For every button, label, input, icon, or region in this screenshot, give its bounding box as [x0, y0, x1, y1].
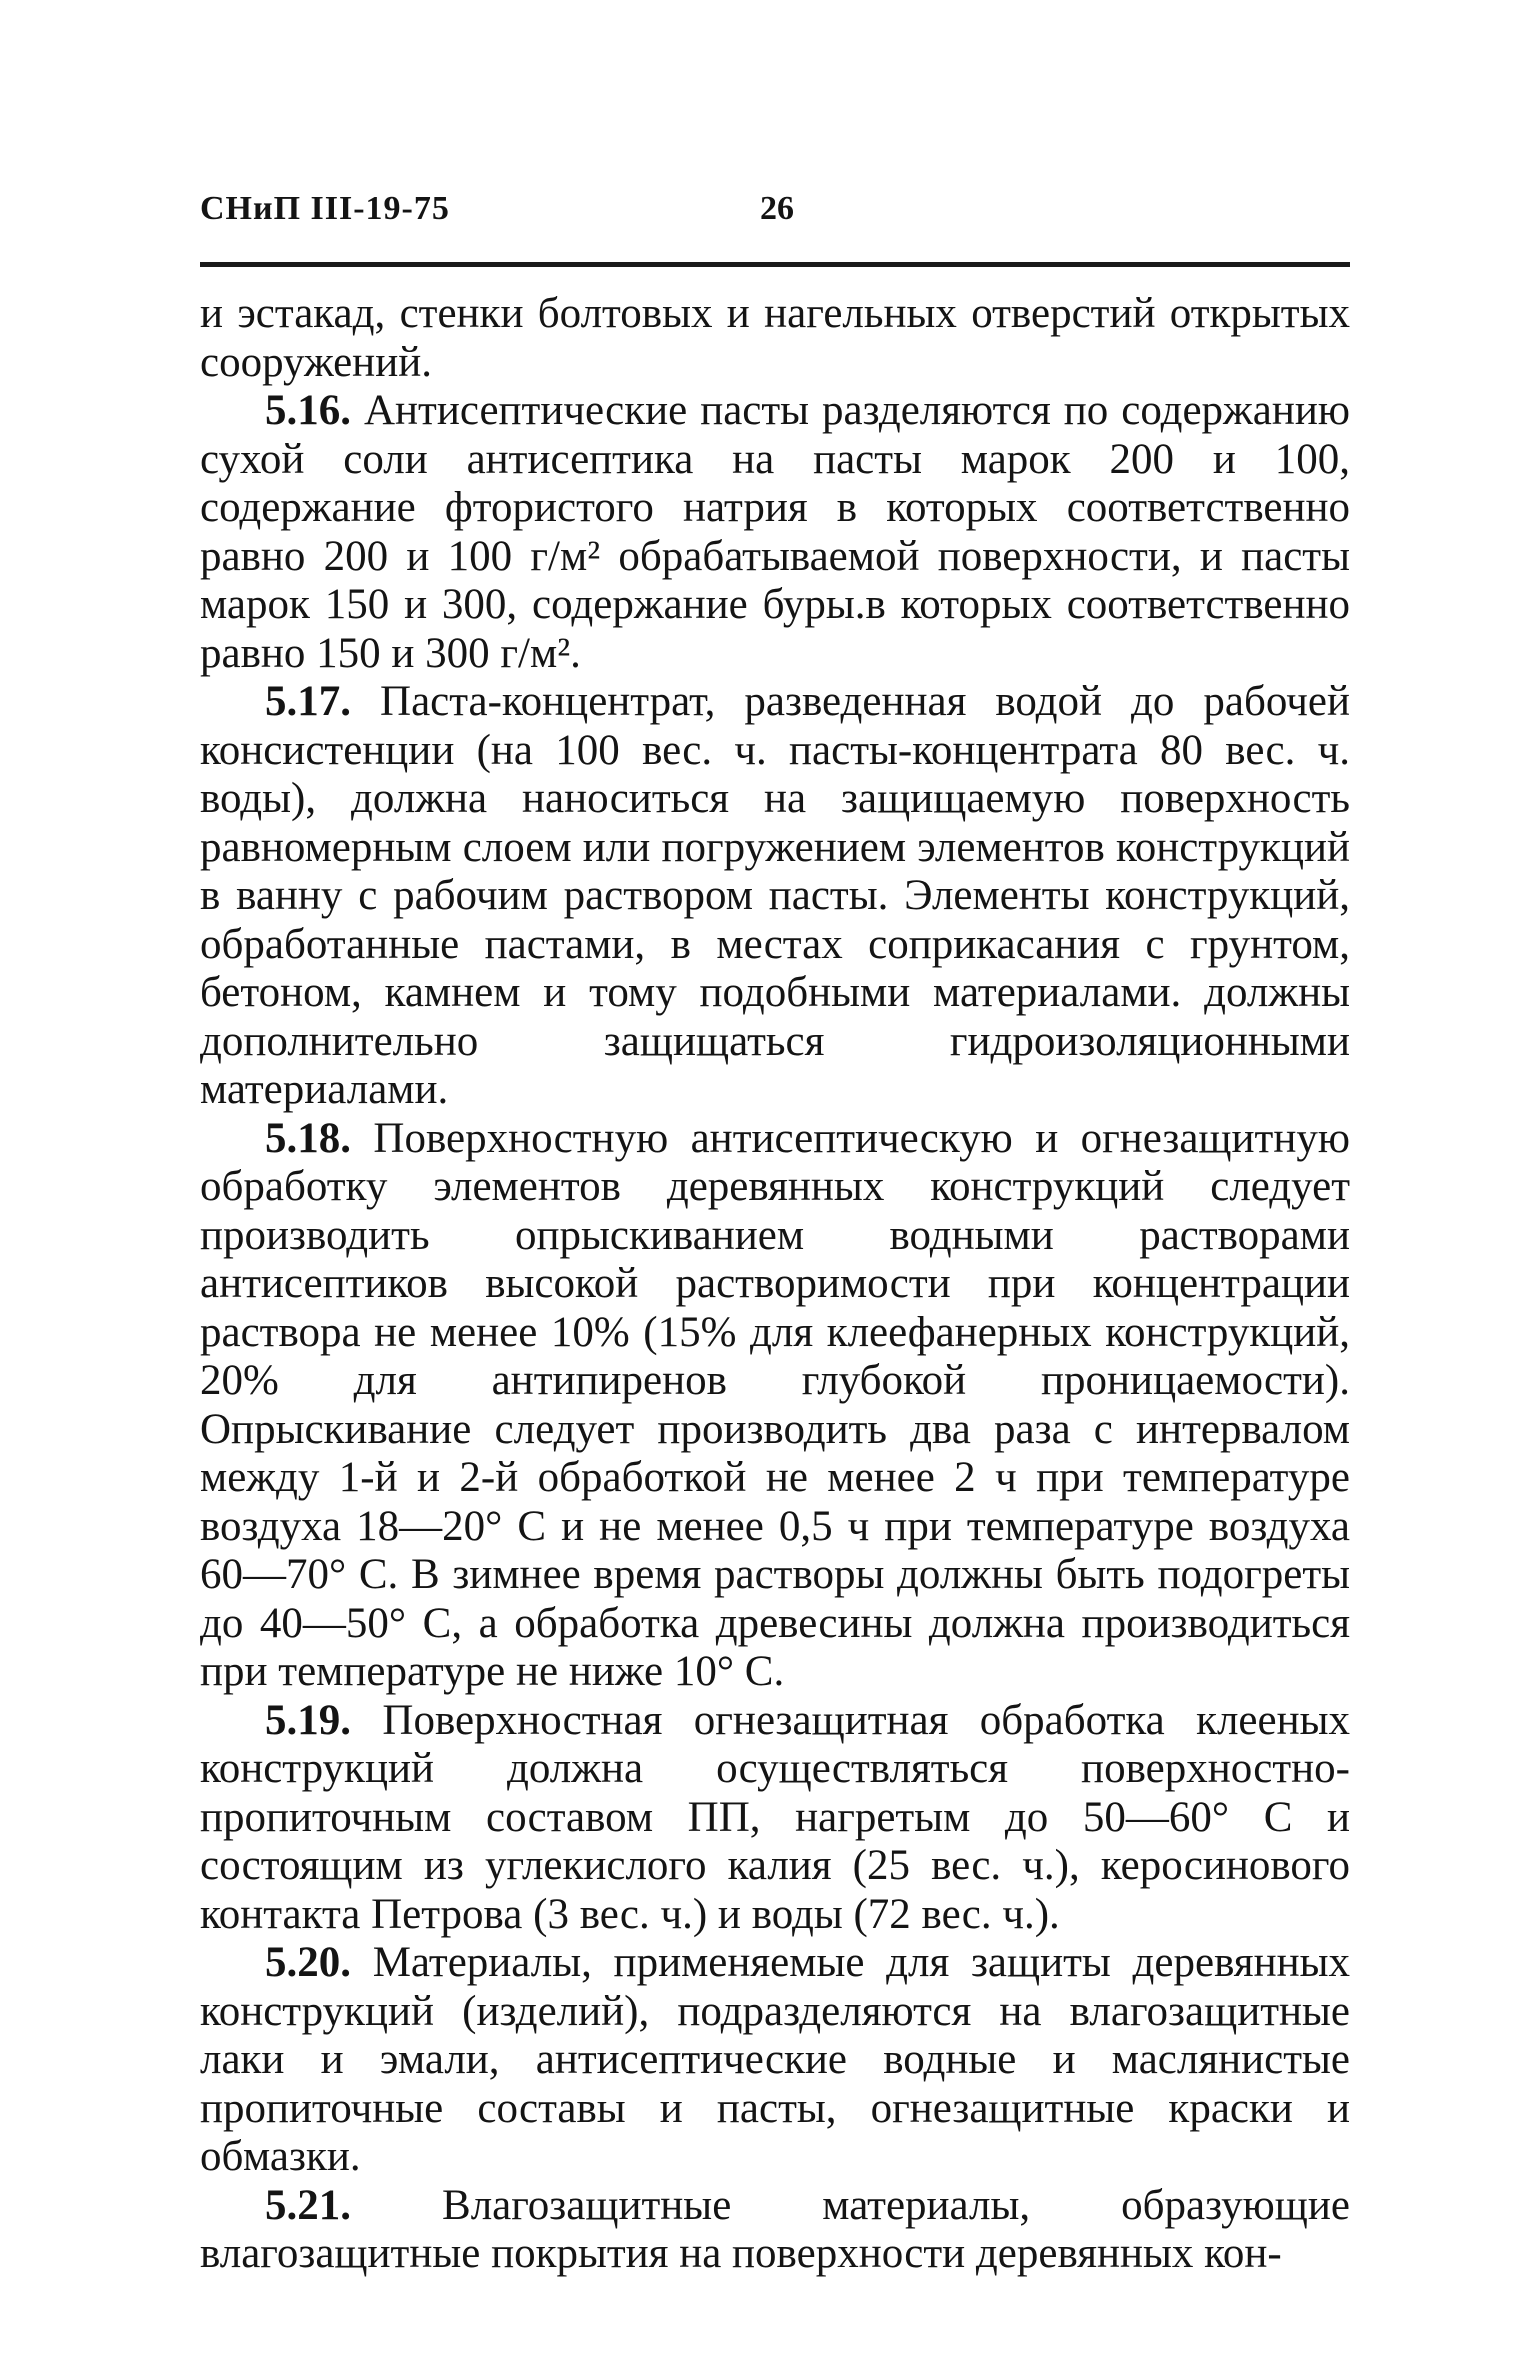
continuation-paragraph: и эстакад, стенки болтовых и нагельных отверстий открытых сооружений.	[200, 290, 1350, 386]
header-divider	[200, 262, 1350, 267]
clause-text: Влагозащитные материалы, образующие влагозащитные покрытия на поверхности деревянных кон-	[200, 2181, 1351, 2277]
clause-5-19	[200, 1697, 1350, 1940]
clause-text: Антисептические пасты разделяются по содержанию сухой соли антисептика на пасты марок 200 и 100, содержание фтористого натрия в которых соответственно равно 200 и 100 г/м² обрабатываемой поверхности, и пасты марок 150 и 300, содержание буры.в которых соответственно равно 150 и 300 г/м².	[200, 387, 1350, 677]
clause-number: 5.21.	[265, 2181, 351, 2229]
clause-text: Поверхностную антисептическую и огнезащитную обработку элементов деревянных конструкций следует производить опрыскиванием водными растворами антисептиков высокой растворимости при концентрации раствора не менее 10% (15% для клеефанерных конструкций, 20% для антипиренов глубокой проницаемости). Опрыскивание следует производить два раза с интервалом между 1-й и 2-й обработкой не менее 2 ч при температуре воздуха 18—20° С и не менее 0,5 ч при температуре воздуха 60—70° С. В зимнее время растворы должны быть подогреты до 40—50° С, а обработка древесины должна производиться при температуре не ниже 10° С.	[200, 1114, 1350, 1695]
clause-5-16	[200, 387, 1350, 678]
clause-5-20	[200, 1939, 1350, 2182]
clause-text: Паста-концентрат, разведенная водой до рабочей консистенции (на 100 вес. ч. пасты-концентрата 80 вес. ч. воды), должна наноситься на защищаемую поверхность равномерным слоем или погружением элементов конструкций в ванну с рабочим раствором пасты. Элементы конструкций, обработанные пастами, в местах соприкасания с грунтом, бетоном, камнем и тому подобными материалами. должны дополнительно защищаться гидроизоляционными материалами.	[200, 678, 1351, 1113]
clause-number: 5.20.	[265, 1939, 351, 1986]
clause-5-18	[200, 1115, 1350, 1697]
document-code: СНиП III-19-75	[200, 190, 450, 227]
clause-5-17	[200, 678, 1350, 1115]
clause-number: 5.19.	[265, 1696, 351, 1744]
body-text	[200, 290, 1350, 2279]
page-number: 26	[760, 190, 794, 227]
clause-5-21	[200, 2182, 1350, 2279]
clause-text: Поверхностная огнезащитная обработка клееных конструкций должна осуществляться поверхностно-пропиточным составом ПП, нагретым до 50—60° С и состоящим из углекислого калия (25 вес. ч.), керосинового контакта Петрова (3 вес. ч.) и воды (72 вес. ч.).	[200, 1696, 1350, 1938]
clause-text: Материалы, применяемые для защиты деревянных конструкций (изделий), подразделяются на влагозащитные лаки и эмали, антисептические водные и маслянистые пропиточные составы и пасты, огнезащитные краски и обмазки.	[200, 1939, 1350, 2180]
running-header	[200, 184, 1350, 234]
clause-number: 5.16.	[265, 387, 351, 434]
clause-number: 5.17.	[265, 678, 351, 725]
clause-number: 5.18.	[265, 1114, 351, 1162]
